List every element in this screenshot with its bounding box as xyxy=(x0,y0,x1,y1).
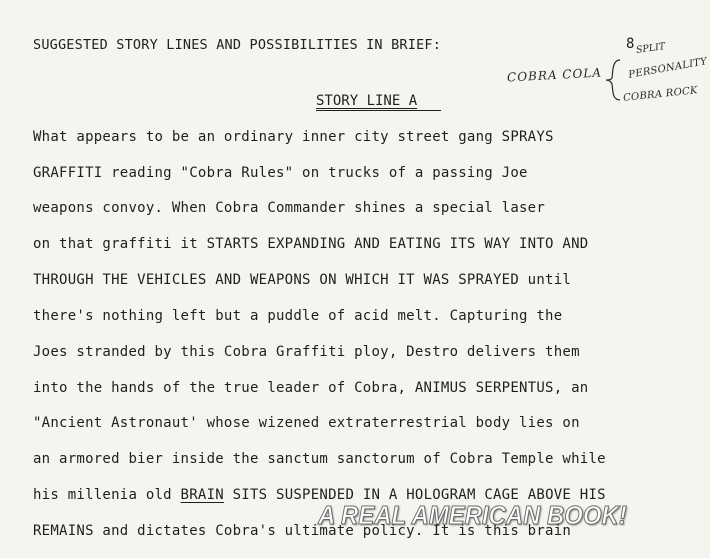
story-line-6: there's nothing left but a puddle of acid melt. Capturing the xyxy=(33,308,563,324)
line-11-end: SITS SUSPENDED IN A HOLOGRAM CAGE ABOVE HIS xyxy=(223,487,606,503)
story-line-12: REMAINS and dictates Cobra's ultimate policy. It is this brain xyxy=(33,523,572,539)
watermark-caption: A REAL AMERICAN BOOK! xyxy=(318,500,627,530)
line-11-start: his millenia old xyxy=(33,487,181,503)
page-number: 8 xyxy=(626,36,635,52)
title-underline xyxy=(316,110,441,111)
handwritten-note-personality: PERSONALITY xyxy=(627,56,709,81)
handwritten-note-cobra-rock: COBRA ROCK xyxy=(622,85,699,104)
story-line-7: Joes stranded by this Cobra Graffiti ploy, Destro delivers them xyxy=(33,344,580,360)
story-line-4: on that graffiti it STARTS EXPANDING AND EATING ITS WAY INTO AND xyxy=(33,236,589,252)
story-line-3: weapons convoy. When Cobra Commander shines a special laser xyxy=(33,200,546,216)
page-heading: SUGGESTED STORY LINES AND POSSIBILITIES IN BRIEF: xyxy=(33,37,442,53)
brace-mark xyxy=(604,58,622,102)
story-line-10: an armored bier inside the sanctum sanctorum of Cobra Temple while xyxy=(33,451,606,467)
story-line-9: "Ancient Astronaut' whose wizened extraterrestrial body lies on xyxy=(33,415,580,431)
underlined-brain: BRAIN xyxy=(180,487,224,503)
story-line-2: GRAFFITI reading "Cobra Rules" on trucks of a passing Joe xyxy=(33,165,528,181)
story-line-5: THROUGH THE VEHICLES AND WEAPONS ON WHICH IT WAS SPRAYED until xyxy=(33,272,572,288)
handwritten-note-cobra-cola: COBRA COLA xyxy=(506,65,603,85)
story-line-1: What appears to be an ordinary inner city street gang SPRAYS xyxy=(33,129,554,145)
story-line-8: into the hands of the true leader of Cobra, ANIMUS SERPENTUS, an xyxy=(33,380,589,396)
handwritten-note-split: SPLIT xyxy=(635,41,666,56)
story-title: STORY LINE A xyxy=(316,93,418,109)
